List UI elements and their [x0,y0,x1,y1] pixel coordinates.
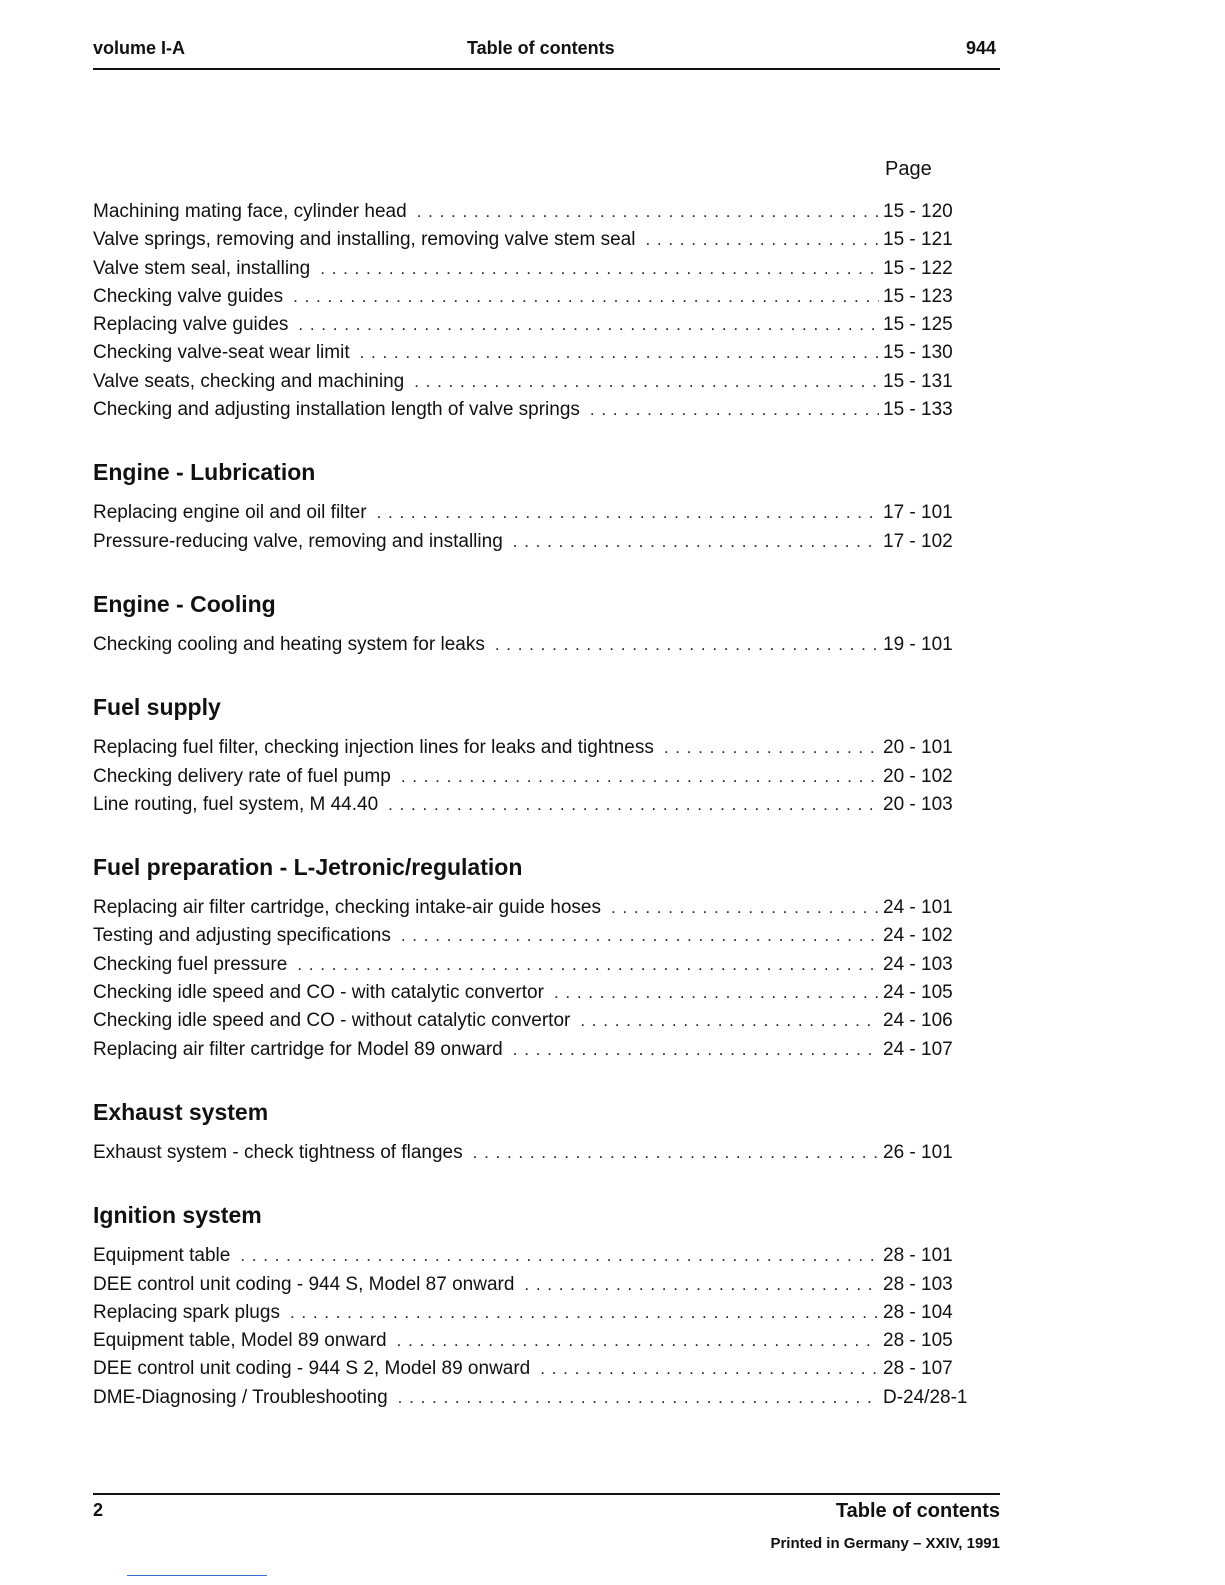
toc-entry-page: 15 - 125 [883,314,953,336]
toc-entry-title: Equipment table [93,1245,231,1267]
toc-entry-title: DEE control unit coding - 944 S, Model 87 onward [93,1273,515,1295]
section-heading: Exhaust system [93,1098,269,1125]
toc-entry-page: 28 - 101 [883,1245,953,1267]
toc-entry [93,1036,973,1064]
section-heading: Engine - Lubrication [93,459,316,486]
toc-entry-page: 15 - 122 [883,257,953,279]
toc-section [93,852,973,1064]
dot-leader [240,1242,879,1270]
toc-entry-title: Replacing valve guides [93,314,289,336]
toc-entry-title: Replacing air filter cartridge, checking intake-air guide hoses [93,897,601,919]
toc-section [93,1097,973,1167]
table-of-contents [93,198,973,1412]
toc-entry [93,1242,973,1270]
toc-entry [93,894,973,922]
dot-leader [397,1327,879,1355]
toc-entry-page: 24 - 103 [883,953,953,975]
toc-entry-title: Replacing engine oil and oil filter [93,502,367,524]
toc-entry-page: 15 - 121 [883,229,953,251]
toc-section [93,198,973,424]
dot-leader [524,1271,879,1299]
toc-entry-page: 24 - 102 [883,925,953,947]
toc-entry-page: 17 - 101 [883,502,953,524]
toc-entry [93,979,973,1007]
toc-entry [93,499,973,527]
section-heading: Engine - Cooling [93,590,276,617]
toc-entry-page: 15 - 131 [883,370,953,392]
toc-entry-page: 20 - 102 [883,765,953,787]
toc-section [93,1200,973,1412]
toc-entry-title: Testing and adjusting specifications [93,925,391,947]
toc-entry [93,283,973,311]
toc-entry [93,339,973,367]
footer-title: Table of contents [835,1500,1000,1522]
toc-entry-title: Checking valve-seat wear limit [93,342,350,364]
toc-entry [93,763,973,791]
toc-entry [93,396,973,424]
toc-entry [93,1384,973,1412]
toc-entry [93,922,973,950]
dot-leader [388,791,879,819]
toc-entry-title: Replacing air filter cartridge for Model 89 onward [93,1038,503,1060]
dot-leader [513,528,879,556]
header-title: Table of contents [467,38,615,58]
section-heading: Fuel preparation - L-Jetronic/regulation [93,854,523,881]
toc-entry [93,791,973,819]
toc-entry [93,734,973,762]
toc-entry-title: Checking cooling and heating system for leaks [93,633,485,655]
dot-leader [554,979,879,1007]
toc-entry-page: 20 - 103 [883,793,953,815]
dot-leader [590,396,879,424]
toc-entry-title: Replacing fuel filter, checking injection lines for leaks and tightness [93,737,654,759]
toc-entry-page: 24 - 106 [883,1010,953,1032]
toc-entry-page: 19 - 101 [883,633,953,655]
dot-leader [398,1384,879,1412]
toc-entry-title: Pressure-reducing valve, removing and installing [93,530,503,552]
dot-leader [645,226,879,254]
toc-entry-title: Valve stem seal, installing [93,257,311,279]
toc-entry [93,528,973,556]
toc-entry-page: 28 - 104 [883,1301,953,1323]
header-volume: volume I-A [93,38,186,58]
footer-rule [93,1493,1000,1495]
toc-entry [93,311,973,339]
dot-leader [414,368,879,396]
toc-entry-title: Machining mating face, cylinder head [93,201,407,222]
toc-entry-title: Line routing, fuel system, M 44.40 [93,793,379,815]
dot-leader [495,631,879,659]
toc-entry-title: Equipment table, Model 89 onward [93,1330,387,1352]
dot-leader [377,499,879,527]
section-heading: Ignition system [93,1202,262,1229]
header-rule [93,68,1000,70]
dot-leader [293,283,879,311]
toc-entry-title: Valve springs, removing and installing, removing valve stem seal [93,229,636,251]
header-model: 944 [966,38,997,58]
toc-entry-page: 15 - 133 [883,399,953,421]
toc-entry-title: Checking valve guides [93,285,284,307]
toc-entry-title: DME-Diagnosing / Troubleshooting [93,1386,388,1408]
toc-entry-title: DEE control unit coding - 944 S 2, Model 89 onward [93,1358,531,1380]
toc-entry [93,1007,973,1035]
footer-printed-note: Printed in Germany – XXIV, 1991 [770,1535,1000,1552]
scan-artifact-line [127,1575,267,1576]
toc-entry-page: 26 - 101 [883,1141,953,1163]
toc-entry-page: 28 - 105 [883,1330,953,1352]
dot-leader [297,951,879,979]
dot-leader [320,255,879,283]
toc-entry-page: 28 - 107 [883,1358,953,1380]
toc-section [93,692,973,819]
dot-leader [580,1007,879,1035]
toc-entry [93,1139,973,1167]
dot-leader [664,734,879,762]
dot-leader [290,1299,879,1327]
toc-entry [93,1271,973,1299]
toc-entry-title: Checking delivery rate of fuel pump [93,765,391,787]
toc-section [93,457,973,556]
toc-entry-title: Replacing spark plugs [93,1301,280,1323]
dot-leader [473,1139,879,1167]
toc-entry [93,368,973,396]
dot-leader [298,311,879,339]
toc-entry-page: 17 - 102 [883,530,953,552]
footer-page-number: 2 [93,1500,104,1520]
toc-entry-page: 24 - 101 [883,897,953,919]
toc-entry-page: 28 - 103 [883,1273,953,1295]
section-heading: Fuel supply [93,694,221,721]
toc-entry-page: D-24/28-1 [883,1386,968,1408]
toc-entry [93,951,973,979]
dot-leader [360,339,879,367]
toc-entry-title: Valve seats, checking and machining [93,370,405,392]
toc-entry-title: Checking idle speed and CO - without catalytic convertor [93,1010,571,1032]
toc-entry-page: 15 - 123 [883,285,953,307]
toc-entry-page: 15 - 120 [883,201,953,222]
toc-entry-page: 24 - 107 [883,1038,953,1060]
toc-entry-title: Checking idle speed and CO - with catalytic convertor [93,982,544,1004]
toc-entry [93,198,973,226]
dot-leader [401,922,879,950]
toc-entry [93,1355,973,1383]
toc-section [93,589,973,659]
toc-entry-page: 15 - 130 [883,342,953,364]
dot-leader [513,1036,879,1064]
dot-leader [417,198,879,226]
dot-leader [540,1355,879,1383]
dot-leader [401,763,879,791]
toc-entry [93,1327,973,1355]
dot-leader [611,894,879,922]
toc-entry-page: 24 - 105 [883,982,953,1004]
toc-entry-title: Checking fuel pressure [93,953,288,975]
toc-entry [93,631,973,659]
page-column-label: Page [885,158,932,180]
toc-entry-title: Checking and adjusting installation length of valve springs [93,399,580,421]
toc-entry [93,226,973,254]
toc-entry [93,255,973,283]
toc-entry-title: Exhaust system - check tightness of flanges [93,1141,463,1163]
toc-entry-page: 20 - 101 [883,737,953,759]
toc-entry [93,1299,973,1327]
